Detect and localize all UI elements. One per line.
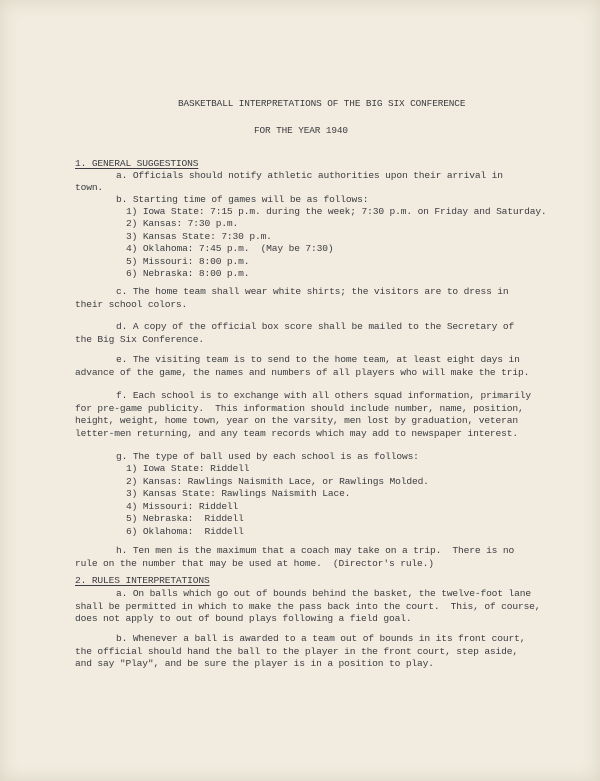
list-item: 5) Missouri: 8:00 p.m. <box>126 256 250 267</box>
list-item: 3) Kansas State: 7:30 p.m. <box>126 231 272 242</box>
paragraph-line: height, weight, home town, year on the varsity, men lost by graduation, veteran <box>75 415 518 426</box>
list-item: 4) Oklahoma: 7:45 p.m. (May be 7:30) <box>126 243 334 254</box>
list-item: 6) Nebraska: 8:00 p.m. <box>126 268 250 279</box>
paragraph-line: g. The type of ball used by each school is as follows: <box>116 451 419 462</box>
paragraph-line: b. Whenever a ball is awarded to a team out of bounds in its front court, <box>116 633 526 644</box>
paragraph-line: rule on the number that may be used at home. (Director's rule.) <box>75 558 434 569</box>
paragraph-line: e. The visiting team is to send to the home team, at least eight days in <box>116 354 520 365</box>
list-item: 5) Nebraska: Riddell <box>126 513 244 524</box>
paragraph-line: town. <box>75 182 104 193</box>
list-item: 4) Missouri: Riddell <box>126 501 239 512</box>
paragraph-line: f. Each school is to exchange with all others squad information, primarily <box>116 390 531 401</box>
document-subtitle: FOR THE YEAR 1940 <box>254 125 348 136</box>
paragraph-line: for pre-game publicity. This information should include number, name, position, <box>75 403 524 414</box>
paragraph-line: b. Starting time of games will be as follows: <box>116 194 369 205</box>
paragraph-line: their school colors. <box>75 299 188 310</box>
paragraph-line: advance of the game, the names and numbers of all players who will make the trip. <box>75 367 530 378</box>
paragraph-line: d. A copy of the official box score shall be mailed to the Secretary of <box>116 321 515 332</box>
paragraph-line: c. The home team shall wear white shirts; the visitors are to dress in <box>116 286 509 297</box>
paragraph-line: a. On balls which go out of bounds behind the basket, the twelve-foot lane <box>116 588 531 599</box>
paragraph-line: shall be permitted in which to make the pass back into the court. This, of course, <box>75 601 541 612</box>
paragraph-line: a. Officials should notify athletic authorities upon their arrival in <box>116 170 503 181</box>
paragraph-line: does not apply to out of bound plays following a field goal. <box>75 613 412 624</box>
list-item: 2) Kansas: 7:30 p.m. <box>126 218 239 229</box>
paragraph-line: and say "Play", and be sure the player is in a position to play. <box>75 658 434 669</box>
document-title: BASKETBALL INTERPRETATIONS OF THE BIG SIX CONFERENCE <box>178 98 466 109</box>
list-item: 2) Kansas: Rawlings Naismith Lace, or Rawlings Molded. <box>126 476 429 487</box>
paragraph-line: the official should hand the ball to the player in the front court, step aside, <box>75 646 518 657</box>
section-heading-rules: 2. RULES INTERPRETATIONS <box>75 575 210 586</box>
paragraph-line: h. Ten men is the maximum that a coach may take on a trip. There is no <box>116 545 515 556</box>
paragraph-line: letter-men returning, and any team records which may add to newspaper interest. <box>75 428 518 439</box>
list-item: 6) Oklahoma: Riddell <box>126 526 244 537</box>
section-heading-general: 1. GENERAL SUGGESTIONS <box>75 158 199 169</box>
list-item: 1) Iowa State: Riddell <box>126 463 250 474</box>
list-item: 3) Kansas State: Rawlings Naismith Lace. <box>126 488 351 499</box>
paragraph-line: the Big Six Conference. <box>75 334 204 345</box>
list-item: 1) Iowa State: 7:15 p.m. during the week; 7:30 p.m. on Friday and Saturday. <box>126 206 547 217</box>
